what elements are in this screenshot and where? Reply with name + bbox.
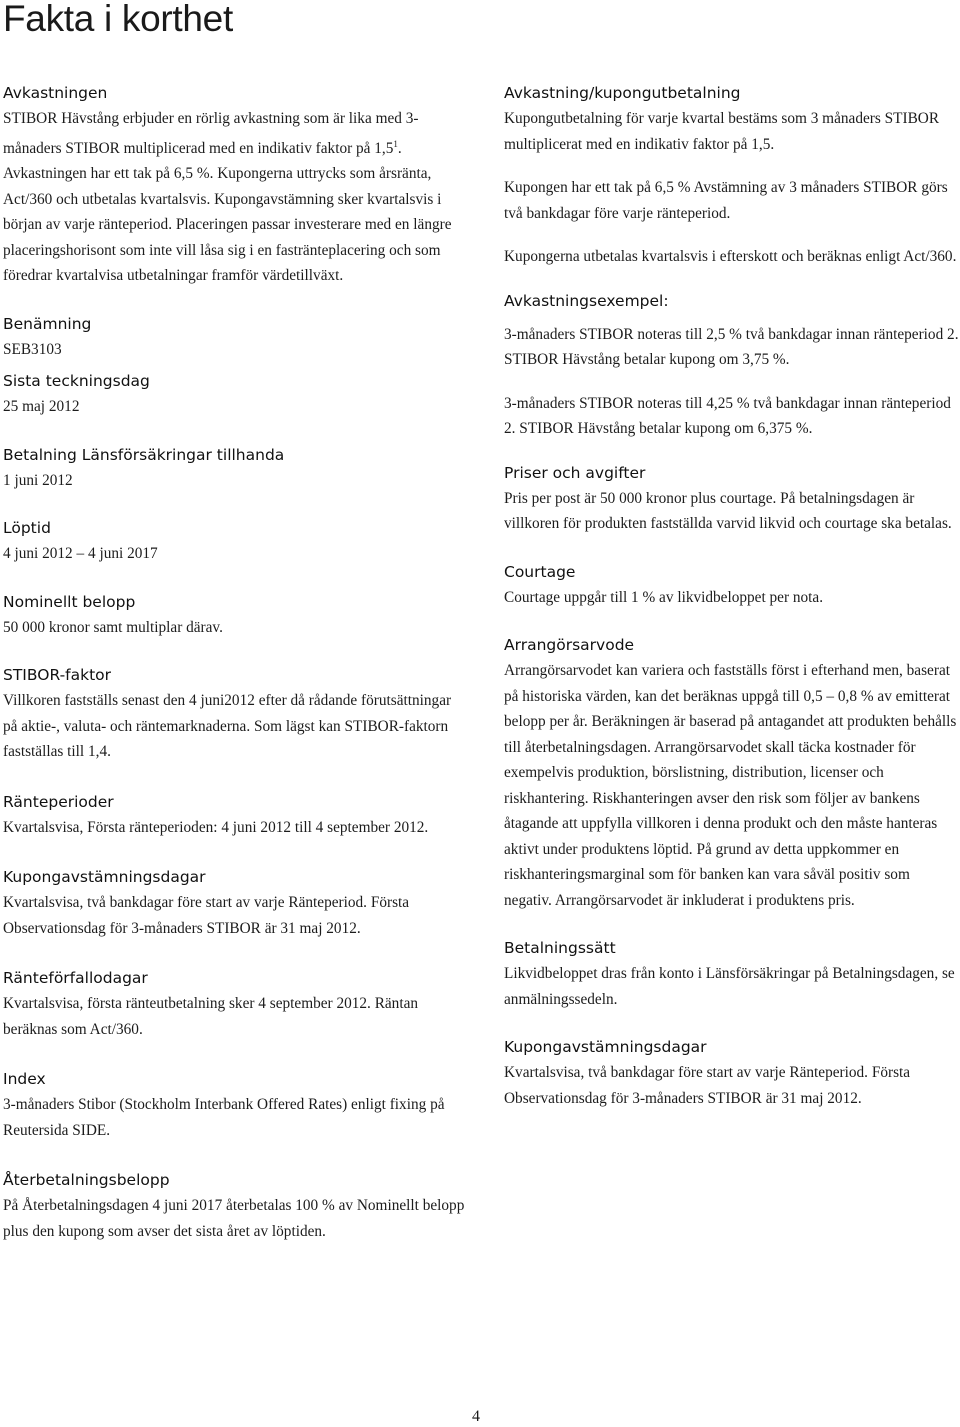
section-text [3, 106, 469, 289]
section-heading: Index [3, 1070, 46, 1089]
footnote-ref: 1 [393, 138, 398, 149]
section-heading: Arrangörsarvode [504, 636, 635, 654]
section-text: Likvidbeloppet dras från konto i Länsförsäkringar på Betalningsdagen, se anmälningssedeln. [504, 965, 955, 1008]
section-heading: Kupongavstämningsdagar [3, 868, 206, 887]
section-aterbetalningsbelopp [3, 1167, 469, 1244]
section-stibor-faktor [3, 662, 469, 765]
section-heading: Courtage [504, 562, 576, 581]
section-text: Courtage uppgår till 1 % av likvidbeloppet per nota. [504, 588, 824, 606]
section-heading: Benämning [3, 314, 92, 333]
section-benamning [3, 311, 469, 363]
section-text: Kupongerna utbetalas kvartalsvis i efterskott och beräknas enligt Act/360. [504, 248, 957, 265]
right-column [504, 80, 960, 1111]
section-text: 3-månaders Stibor (Stockholm Interbank Offered Rates) enligt fixing på Reutersida SIDE. [3, 1096, 445, 1139]
section-kupongavstamningsdagar-right [504, 1034, 960, 1111]
section-text: SEB3103 [3, 340, 62, 358]
section-heading: Avkastning/kupongutbetalning [504, 84, 741, 102]
section-text: 4 juni 2012 – 4 juni 2017 [3, 545, 158, 563]
section-sista-teckningsdag [3, 368, 469, 420]
section-text: Kvartalsvisa, första ränteutbetalning sker 4 september 2012. Räntan beräknas som Act/360. [3, 995, 419, 1038]
section-text: 3-månaders STIBOR noteras till 4,25 % två bankdagar innan ränteperiod 2. STIBOR Hävstång betalar kupong om 6,375 %. [504, 394, 951, 437]
section-heading: Avkastningsexempel: [504, 291, 669, 310]
section-heading: Ränteperioder [3, 792, 114, 811]
section-index [3, 1066, 469, 1143]
section-heading: Nominellt belopp [3, 592, 136, 611]
section-text: Kupongen har ett tak på 6,5 % Avstämning av 3 månaders STIBOR görs två bankdagar före varje ränteperiod. [504, 179, 948, 222]
section-avkastning-kupongutbetalning [504, 80, 960, 270]
section-heading: Ränteförfallodagar [3, 969, 148, 988]
section-ranteperioder [3, 789, 469, 841]
section-text: Arrangörsarvodet kan variera och fastställs först i efterhand men, baserat på historiska värden, kan det beräknas uppgå till 0,5 – 0,8 % av emitterat belopp per år. Beräkningen är baserad på antagandet att produkten behålls till återbetalningsdagen. Arrangörsarvodet skall täcka kostnader för exempelvis produktion, börslistning, distribution, licenser och riskhantering. Riskhanteringen avser den risk som följer av bankens åtagande att uppfylla villkoren i denna produkt och den måste hanteras aktivt under produktens löptid. På grund av detta uppkommer en riskhanteringsmarginal som för banken kan vara såväl positiv som negativ. Arrangörsarvodet är inkluderat i produktens pris. [504, 662, 957, 909]
section-heading: Betalningssätt [504, 939, 616, 957]
section-text: Pris per post är 50 000 kronor plus courtage. På betalningsdagen är villkoren för produkten fastställda varvid likvid och courtage ska betalas. [504, 489, 952, 532]
section-text: 25 maj 2012 [3, 398, 80, 416]
section-heading: Avkastningen [3, 84, 108, 102]
section-heading: Betalning Länsförsäkringar tillhanda [3, 445, 285, 464]
section-loptid [3, 515, 469, 567]
page-number: 4 [472, 1408, 480, 1425]
text-part: . Avkastningen har ett tak på 6,5 %. Kupongerna uttrycks som årsränta, Act/360 och utbetalas kvartalsvis. Kupongavstämning sker kvartalsvis i början av varje ränteperiod. Placeringen passar investerare med en längre placeringshorisont som inte vill låsa sig i en fasträntеplacering och som föredrar kvartalvisa utbetalningar framför värdetillväxt. [3, 139, 452, 285]
section-text: Kupongutbetalning för varje kvartal bestäms som 3 månaders STIBOR multiplicerat med en indikativ faktor på 1,5. [504, 110, 940, 153]
section-text: 50 000 kronor samt multiplar därav. [3, 618, 223, 636]
section-avkastningsexempel [504, 288, 960, 442]
section-heading: Priser och avgifter [504, 463, 646, 482]
section-betalning [3, 442, 469, 494]
section-ranteforfallodagar [3, 965, 469, 1042]
section-text: 1 juni 2012 [3, 471, 73, 489]
section-text: Kvartalsvisa, två bankdagar före start av varje Ränteperiod. Första Observationsdag för 3-månaders STIBOR är 31 maj 2012. [3, 894, 410, 937]
section-kupongavstamningsdagar [3, 864, 469, 941]
section-arrangorsarvode [504, 632, 960, 913]
section-betalningssatt [504, 935, 960, 1012]
section-text: Kvartalsvisa, Första ränteperioden: 4 juni 2012 till 4 september 2012. [3, 818, 429, 836]
text-part: STIBOR Hävstång erbjuder en rörlig avkastning som är lika med 3-månaders STIBOR multiplicerad med en indikativ faktor på 1,5 [3, 110, 419, 157]
section-avkastningen [3, 80, 469, 289]
section-heading: STIBOR-faktor [3, 666, 112, 685]
section-priser-och-avgifter [504, 460, 960, 537]
section-text: Villkoren fastställs senast den 4 juni2012 efter då rådande förutsättningar på aktie-, valuta- och räntemarknaderna. Som lägst kan STIBOR-faktorn fastställas till 1,4. [3, 692, 452, 761]
section-text: På Återbetalningsdagen 4 juni 2017 återbetalas 100 % av Nominellt belopp plus den kupong som avser det sista året av löptiden. [3, 1197, 465, 1240]
section-text: 3-månaders STIBOR noteras till 2,5 % två bankdagar innan ränteperiod 2. STIBOR Hävstång betalar kupong om 3,75 %. [504, 325, 959, 368]
section-text: Kvartalsvisa, två bankdagar före start av varje Ränteperiod. Första Observationsdag för 3-månaders STIBOR är 31 maj 2012. [504, 1064, 911, 1107]
section-courtage [504, 559, 960, 611]
left-column [3, 80, 469, 1244]
page-title: Fakta i korthet [3, 0, 233, 39]
section-heading: Återbetalningsbelopp [3, 1171, 170, 1190]
section-heading: Sista teckningsdag [3, 372, 150, 391]
section-nominellt-belopp [3, 589, 469, 641]
section-heading: Kupongavstämningsdagar [504, 1038, 707, 1056]
section-heading: Löptid [3, 519, 51, 538]
